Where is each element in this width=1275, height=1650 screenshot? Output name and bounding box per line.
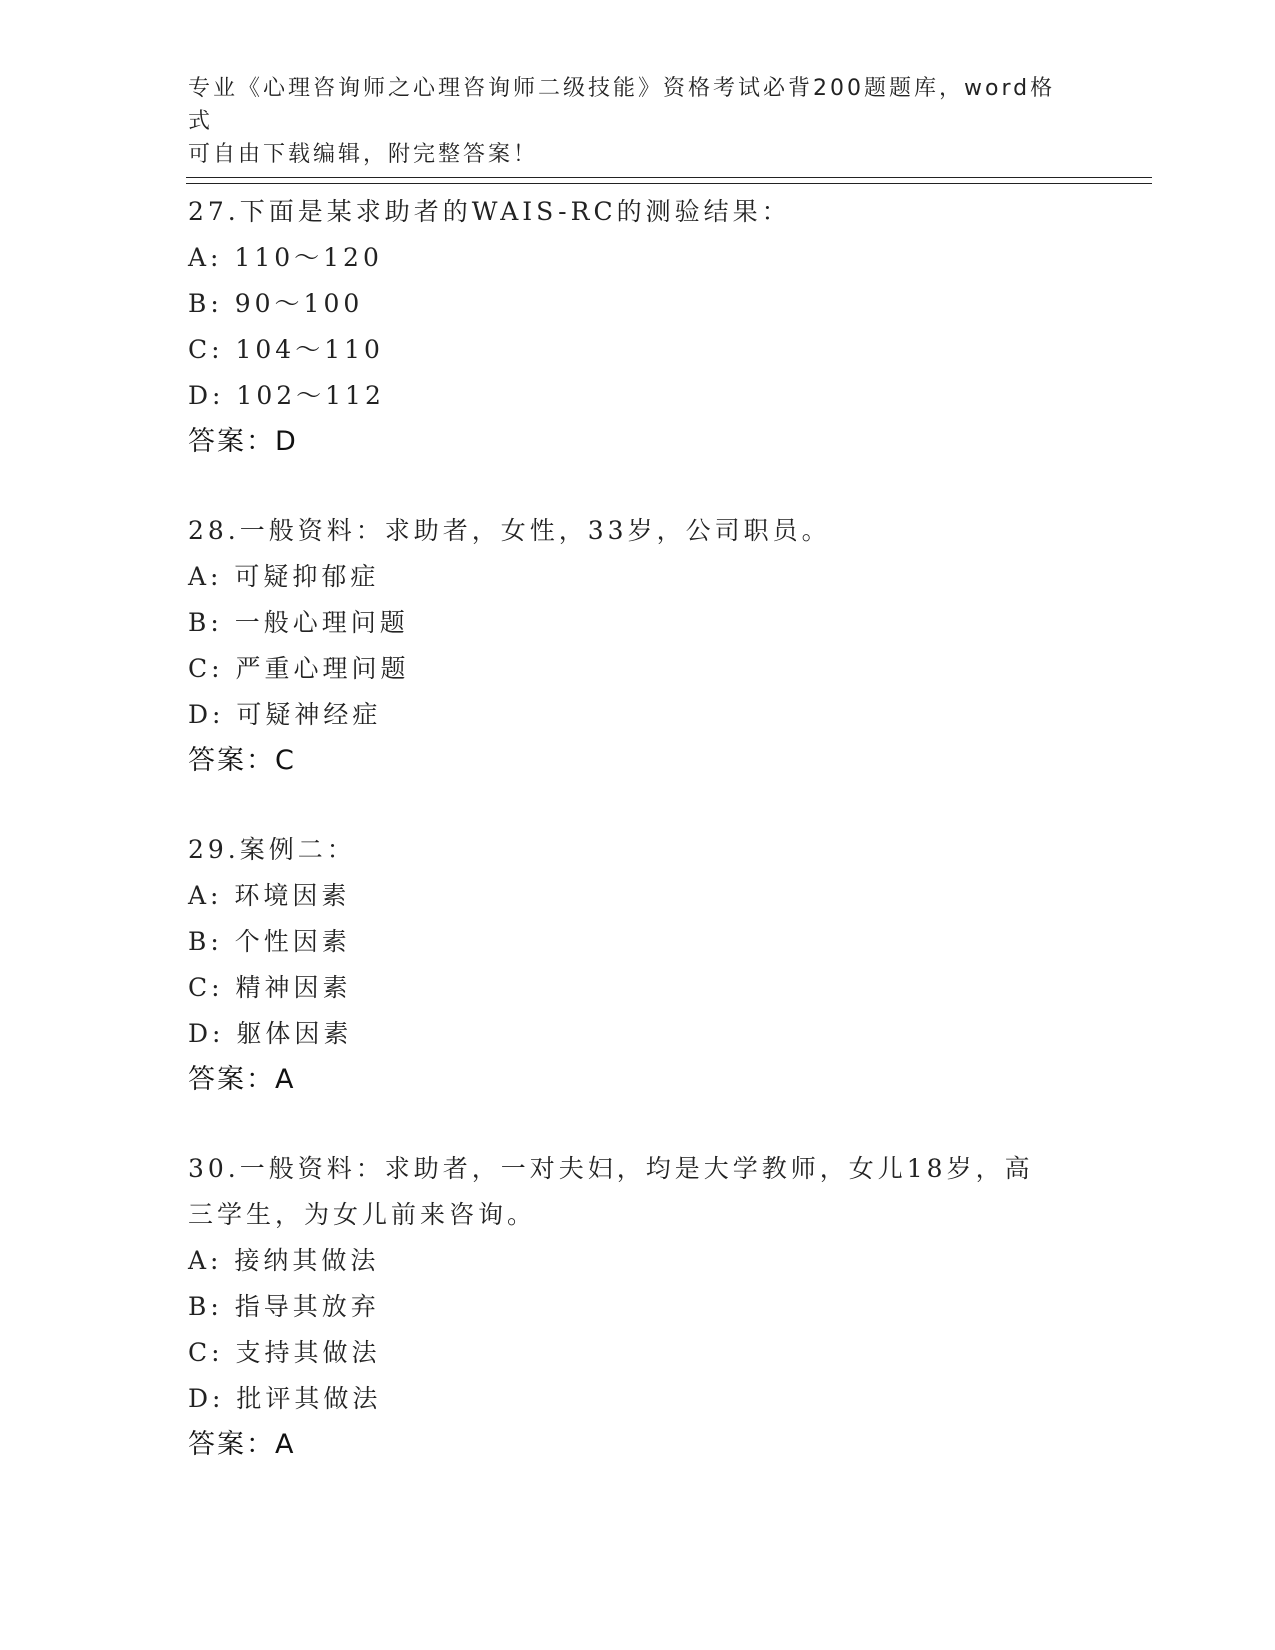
option-d: D: 躯体因素 [188, 1019, 353, 1048]
option-a: A: 环境因素 [188, 881, 351, 910]
document-header [188, 72, 1068, 171]
answer: 答案：A [188, 1064, 296, 1095]
answer: 答案：C [188, 745, 296, 776]
header-line-2: 可自由下载编辑，附完整答案！ [188, 142, 539, 167]
option-d: D: 102～112 [188, 381, 385, 410]
question-title: 29.案例二： [188, 835, 356, 864]
option-b: B: 个性因素 [188, 927, 351, 956]
header-divider-top [186, 177, 1152, 178]
question-30 [188, 1146, 1088, 1468]
option-d: D: 批评其做法 [188, 1384, 382, 1413]
option-a: A: 接纳其做法 [188, 1246, 380, 1275]
option-c: C: 支持其做法 [188, 1338, 381, 1367]
question-title: 28.一般资料：求助者，女性，33岁，公司职员。 [188, 516, 831, 545]
option-a: A: 110～120 [188, 243, 383, 272]
header-divider-bottom [186, 183, 1152, 184]
question-28 [188, 508, 1088, 784]
option-c: C: 精神因素 [188, 973, 352, 1002]
question-29 [188, 827, 1088, 1103]
option-b: B: 指导其放弃 [188, 1292, 380, 1321]
answer: 答案：A [188, 1429, 296, 1460]
question-title: 30.一般资料：求助者，一对夫妇，均是大学教师，女儿18岁，高三学生，为女儿前来咨询。 [188, 1154, 1034, 1229]
option-b: B: 一般心理问题 [188, 608, 409, 637]
header-line-1: 专业《心理咨询师之心理咨询师二级技能》资格考试必背200题题库，word格式 [188, 76, 1056, 134]
option-b: B: 90～100 [188, 289, 364, 318]
option-a: A: 可疑抑郁症 [188, 562, 380, 591]
option-d: D: 可疑神经症 [188, 700, 382, 729]
option-c: C: 104～110 [188, 335, 384, 364]
option-c: C: 严重心理问题 [188, 654, 410, 683]
question-title: 27.下面是某求助者的WAIS-RC的测验结果： [188, 197, 791, 226]
answer: 答案：D [188, 426, 298, 457]
question-27 [188, 189, 1088, 465]
